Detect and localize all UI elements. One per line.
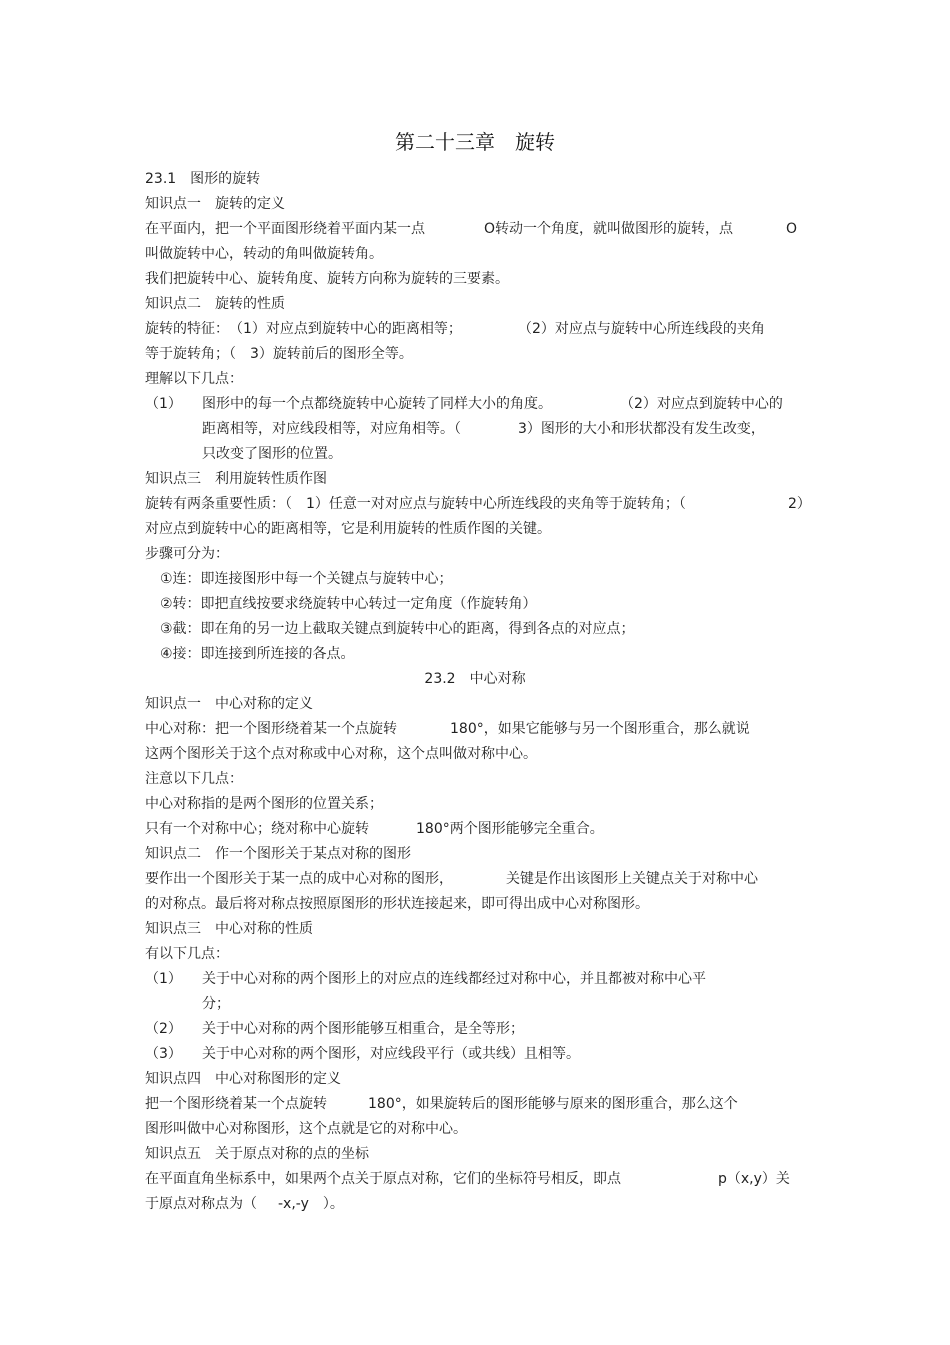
text-line: 中心对称指的是两个图形的位置关系；	[145, 796, 383, 812]
step-item: ①连：即连接图形中每一个关键点与旋转中心；	[160, 571, 453, 587]
step-item: ④接：即连接到所连接的各点。	[160, 646, 355, 662]
knowledge-point-heading: 知识点四 中心对称图形的定义	[145, 1071, 341, 1087]
knowledge-point-heading: 知识点一 旋转的定义	[145, 196, 285, 212]
text-line: 只有一个对称中心；绕对称中心旋转	[145, 821, 369, 837]
text-line: 关于中心对称的两个图形能够互相重合，是全等形；	[202, 1021, 524, 1037]
text-line: 这两个图形关于这个点对称或中心对称，这个点叫做对称中心。	[145, 746, 537, 762]
text-line: 旋转有两条重要性质：（ 1）任意一对对应点与旋转中心所连线段的夹角等于旋转角；（	[145, 496, 686, 512]
text-line: 只改变了图形的位置。	[202, 446, 342, 462]
text-line: 关键是作出该图形上关键点关于对称中心	[506, 871, 758, 887]
text-line: 分；	[202, 996, 230, 1012]
text-line: 180°两个图形能够完全重合。	[416, 821, 604, 837]
text-line: 图形叫做中心对称图形，这个点就是它的对称中心。	[145, 1121, 467, 1137]
text-line: 步骤可分为：	[145, 546, 229, 562]
text-line: 叫做旋转中心，转动的角叫做旋转角。	[145, 246, 383, 262]
step-item: ②转：即把直线按要求绕旋转中心转过一定角度（作旋转角）	[160, 596, 537, 612]
text-line: 于原点对称点为（	[145, 1196, 257, 1212]
text-line: 旋转的特征： （1）对应点到旋转中心的距离相等；	[145, 321, 462, 337]
knowledge-point-heading: 知识点二 旋转的性质	[145, 296, 285, 312]
text-line: 180°，如果旋转后的图形能够与原来的图形重合，那么这个	[368, 1096, 738, 1112]
list-number: （3）	[145, 1046, 182, 1062]
text-line: 图形中的每一个点都绕旋转中心旋转了同样大小的角度。	[202, 396, 552, 412]
text-line: （2）对应点到旋转中心的	[620, 396, 783, 412]
text-line: 中心对称：把一个图形绕着某一个点旋转	[145, 721, 397, 737]
knowledge-point-heading: 知识点二 作一个图形关于某点对称的图形	[145, 846, 411, 862]
list-number: （1）	[145, 396, 182, 412]
knowledge-point-heading: 知识点五 关于原点对称的点的坐标	[145, 1146, 369, 1162]
section-heading-23-1: 23.1 图形的旋转	[145, 171, 261, 187]
text-line: 等于旋转角；（ 3）旋转前后的图形全等。	[145, 346, 413, 362]
text-line: 关于中心对称的两个图形上的对应点的连线都经过对称中心，并且都被对称中心平	[202, 971, 706, 987]
text-line: 理解以下几点：	[145, 371, 243, 387]
step-item: ③截：即在角的另一边上截取关键点到旋转中心的距离，得到各点的对应点；	[160, 621, 635, 637]
text-line: 2）	[788, 496, 811, 512]
list-number: （1）	[145, 971, 182, 987]
page-title: 第二十三章 旋转	[395, 130, 555, 154]
text-line: 把一个图形绕着某一个点旋转	[145, 1096, 327, 1112]
text-line: O转动一个角度，就叫做图形的旋转，点	[484, 221, 734, 237]
text-line: -x,-y ）。	[278, 1196, 344, 1212]
text-line: 180°，如果它能够与另一个图形重合，那么就说	[450, 721, 750, 737]
knowledge-point-heading: 知识点一 中心对称的定义	[145, 696, 313, 712]
list-number: （2）	[145, 1021, 182, 1037]
text-line: 关于中心对称的两个图形，对应线段平行（或共线）且相等。	[202, 1046, 580, 1062]
text-line: 要作出一个图形关于某一点的成中心对称的图形，	[145, 871, 453, 887]
text-line: O	[786, 221, 798, 237]
text-line: 的对称点。最后将对称点按照原图形的形状连接起来，即可得出成中心对称图形。	[145, 896, 649, 912]
text-line: 距离相等，对应线段相等，对应角相等。（	[202, 421, 461, 437]
knowledge-point-heading: 知识点三 中心对称的性质	[145, 921, 313, 937]
text-line: 3）图形的大小和形状都没有发生改变，	[518, 421, 765, 437]
text-line: （2）对应点与旋转中心所连线段的夹角	[518, 321, 765, 337]
text-line: 对应点到旋转中心的距离相等，它是利用旋转的性质作图的关键。	[145, 521, 551, 537]
knowledge-point-heading: 知识点三 利用旋转性质作图	[145, 471, 327, 487]
text-line: 我们把旋转中心、旋转角度、旋转方向称为旋转的三要素。	[145, 271, 509, 287]
text-line: 注意以下几点：	[145, 771, 243, 787]
section-heading-23-2: 23.2 中心对称	[424, 671, 526, 687]
text-line: 有以下几点：	[145, 946, 229, 962]
text-line: 在平面直角坐标系中，如果两个点关于原点对称，它们的坐标符号相反，即点	[145, 1171, 621, 1187]
text-line: 在平面内，把一个平面图形绕着平面内某一点	[145, 221, 425, 237]
text-line: p（x,y）关	[718, 1171, 790, 1187]
